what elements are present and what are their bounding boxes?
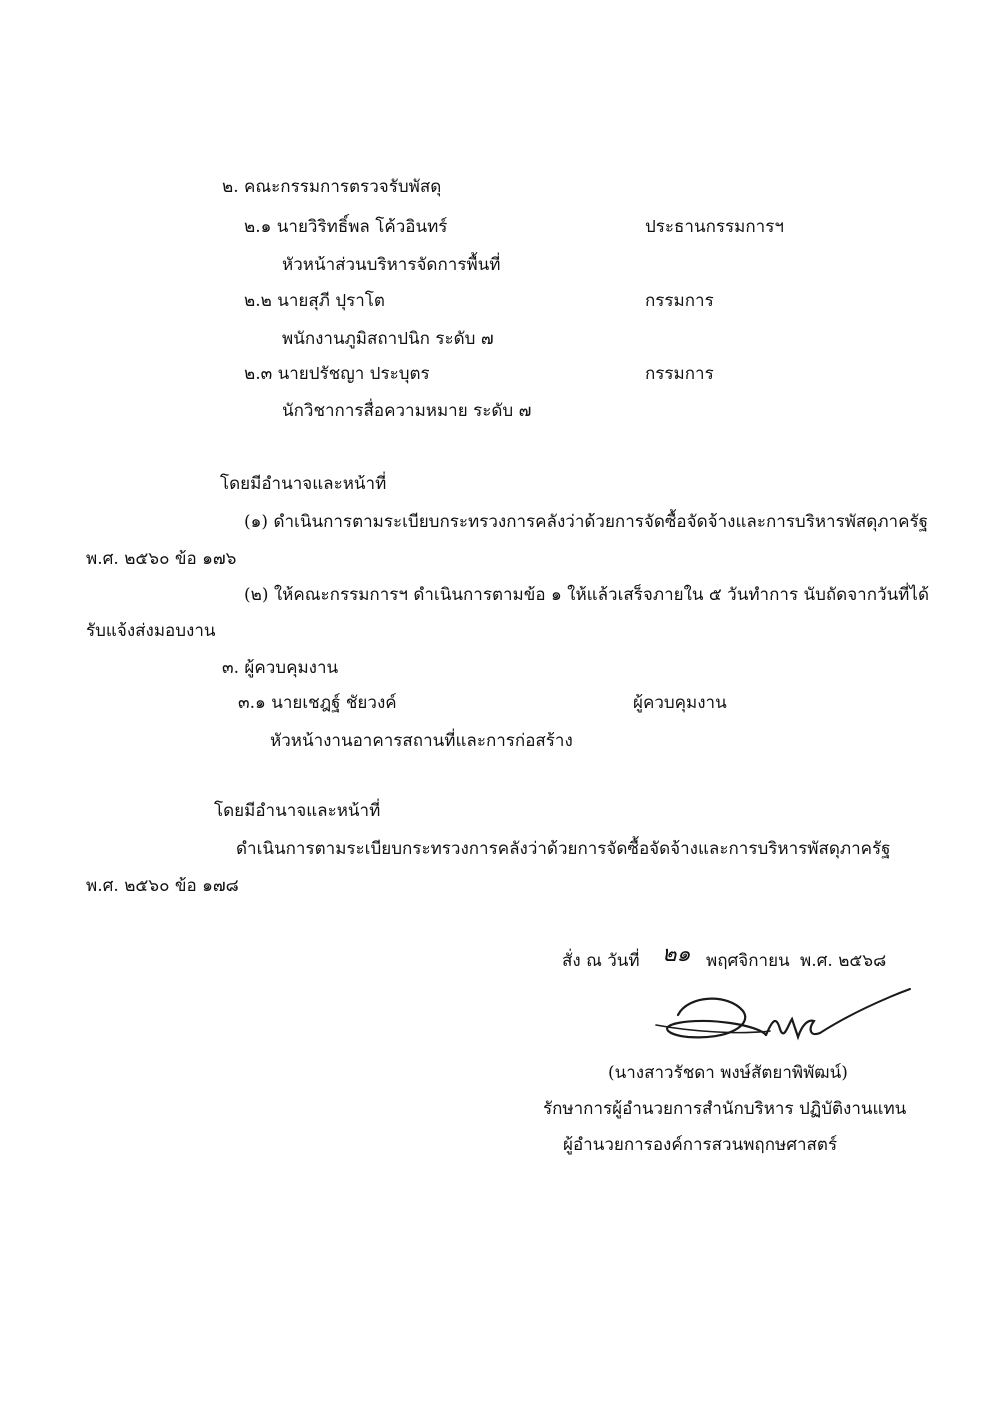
signatory-name: (นางสาวรัชดา พงษ์สัตยาพิพัฒน์) bbox=[608, 1063, 848, 1083]
signatory-title-line1: รักษาการผู้อำนวยการสำนักบริหาร ปฏิบัติงานแทน bbox=[543, 1099, 907, 1119]
section-3-duty-line2: พ.ศ. ๒๕๖๐ ข้อ ๑๗๘ bbox=[86, 876, 239, 896]
order-date-prefix: สั่ง ณ วันที่ bbox=[562, 951, 640, 971]
member-2-1-name: ๒.๑ นายวิริทธิ์พล โค้วอินทร์ bbox=[244, 217, 448, 237]
order-date-year: พ.ศ. ๒๕๖๘ bbox=[800, 951, 887, 971]
section-2-heading: ๒. คณะกรรมการตรวจรับพัสดุ bbox=[222, 177, 442, 197]
section-2-duty-1-line1: (๑) ดำเนินการตามระเบียบกระทรวงการคลังว่าด้วยการจัดซื้อจัดจ้างและการบริหารพัสดุภาครัฐ bbox=[244, 512, 928, 532]
section-3-duty-line1: ดำเนินการตามระเบียบกระทรวงการคลังว่าด้วยการจัดซื้อจัดจ้างและการบริหารพัสดุภาครัฐ bbox=[236, 839, 891, 859]
member-2-3-position: นักวิชาการสื่อความหมาย ระดับ ๗ bbox=[282, 401, 532, 421]
order-date-month: พฤศจิกายน bbox=[706, 951, 790, 971]
section-3-heading: ๓. ผู้ควบคุมงาน bbox=[222, 658, 339, 678]
signature-mark bbox=[648, 985, 913, 1053]
section-2-duty-2-line1: (๒) ให้คณะกรรมการฯ ดำเนินการตามข้อ ๑ ให้แล้วเสร็จภายใน ๕ วันทำการ นับถัดจากวันที่ได้ bbox=[244, 585, 929, 605]
member-2-3-name: ๒.๓ นายปรัชญา ประบุตร bbox=[244, 364, 430, 384]
signatory-title-line2: ผู้อำนวยการองค์การสวนพฤกษศาสตร์ bbox=[563, 1135, 838, 1155]
section-2-duties-heading: โดยมีอำนาจและหน้าที่ bbox=[220, 474, 387, 494]
member-2-2-position: พนักงานภูมิสถาปนิก ระดับ ๗ bbox=[282, 329, 494, 349]
order-date-day: ๒๑ bbox=[662, 942, 691, 967]
member-3-1-role: ผู้ควบคุมงาน bbox=[633, 693, 727, 713]
member-2-1-role: ประธานกรรมการฯ bbox=[645, 217, 784, 237]
member-2-3-role: กรรมการ bbox=[645, 364, 714, 384]
member-3-1-position: หัวหน้างานอาคารสถานที่และการก่อสร้าง bbox=[270, 731, 573, 751]
member-2-2-name: ๒.๒ นายสุภี ปุราโต bbox=[244, 291, 385, 311]
section-2-duty-2-line2: รับแจ้งส่งมอบงาน bbox=[86, 621, 216, 641]
member-3-1-name: ๓.๑ นายเชฎฐ์ ชัยวงค์ bbox=[238, 693, 397, 713]
member-2-1-position: หัวหน้าส่วนบริหารจัดการพื้นที่ bbox=[282, 255, 501, 275]
member-2-2-role: กรรมการ bbox=[645, 291, 714, 311]
section-3-duties-heading: โดยมีอำนาจและหน้าที่ bbox=[214, 801, 381, 821]
section-2-duty-1-line2: พ.ศ. ๒๕๖๐ ข้อ ๑๗๖ bbox=[86, 549, 237, 569]
